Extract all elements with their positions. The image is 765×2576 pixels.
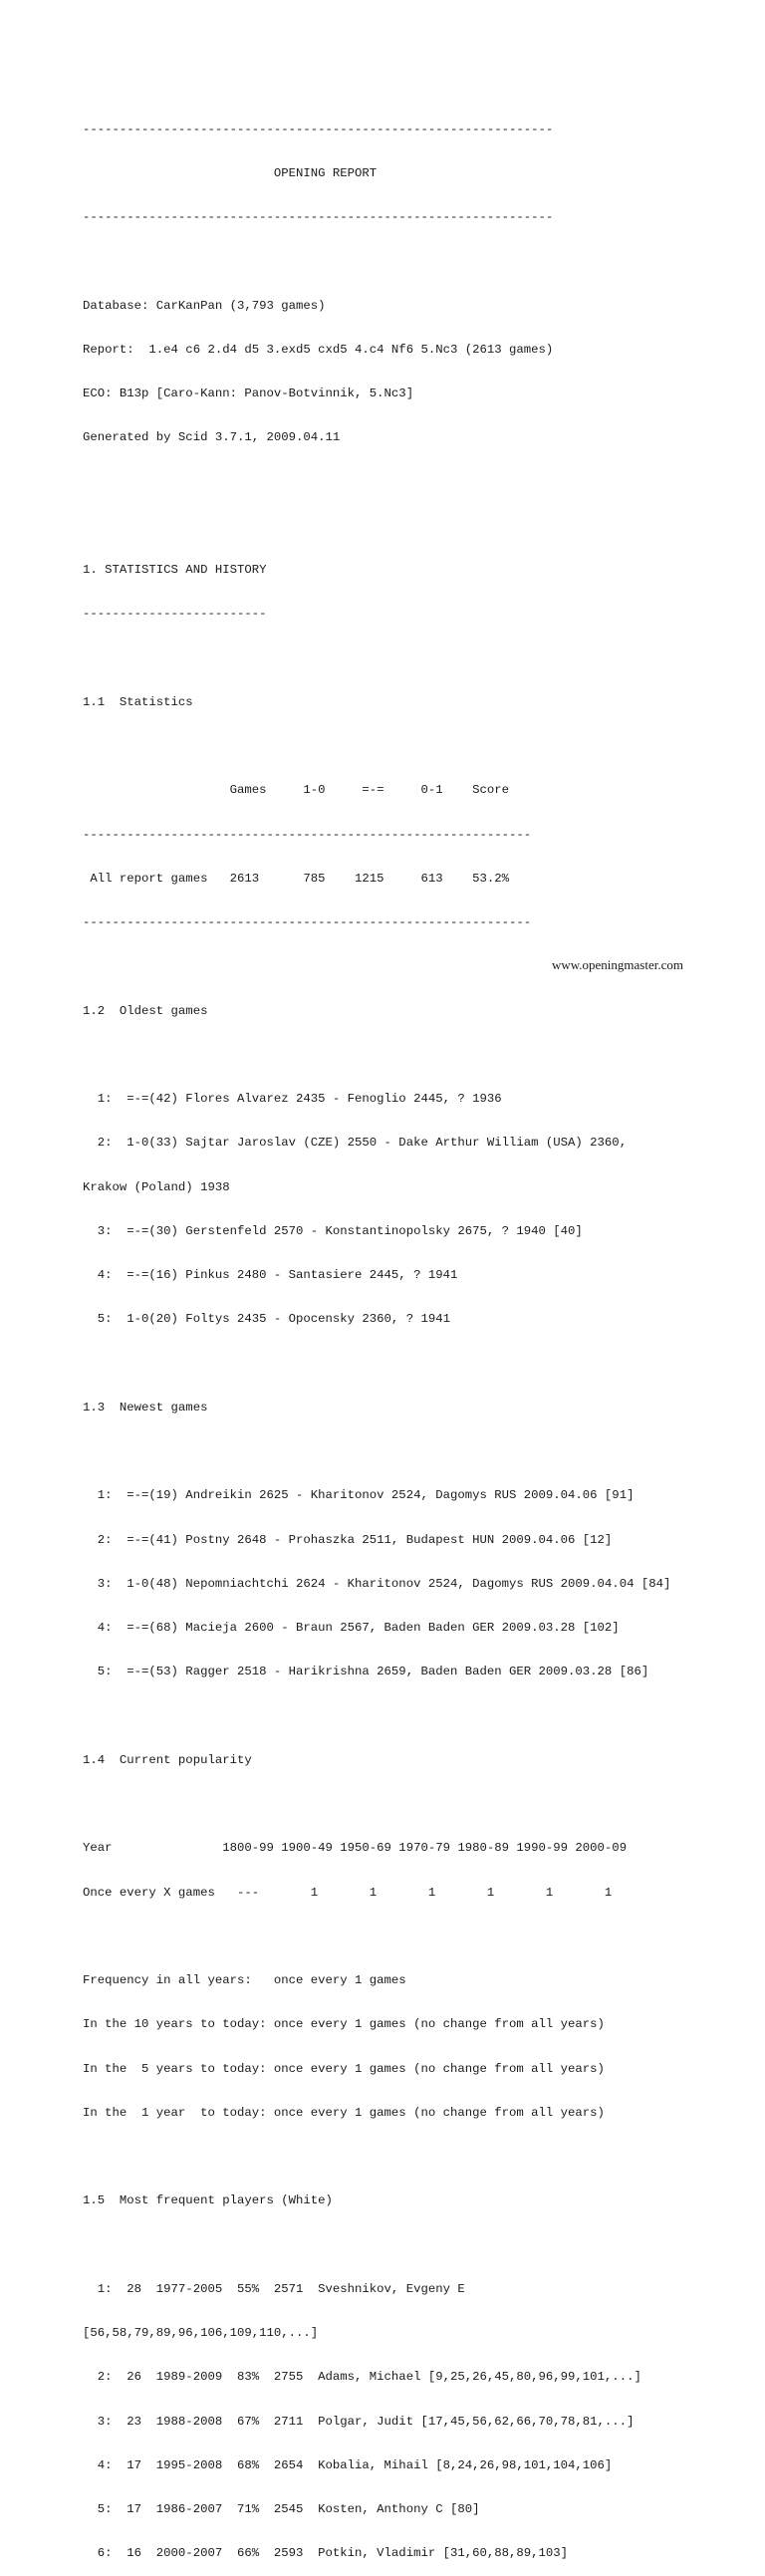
frequency-line: Frequency in all years: once every 1 games bbox=[83, 1973, 406, 1987]
game-entry: 3: 1-0(48) Nepomniachtchi 2624 - Kharitonov 2524, Dagomys RUS 2009.04.04 [84] bbox=[83, 1576, 671, 1591]
subsection-heading: 1.5 Most frequent players (White) bbox=[83, 2193, 333, 2208]
game-entry: 3: =-=(30) Gerstenfeld 2570 - Konstantinopolsky 2675, ? 1940 [40] bbox=[83, 1223, 583, 1238]
website-footer: www.openingmaster.com bbox=[551, 957, 683, 972]
rule-line: ---------------------------------------------------------------- bbox=[83, 210, 554, 224]
blank-line bbox=[83, 2150, 670, 2165]
game-entry: 4: =-=(16) Pinkus 2480 - Santasiere 2445, ? 1941 bbox=[83, 1268, 458, 1282]
blank-line bbox=[83, 739, 670, 754]
subsection-heading: 1.4 Current popularity bbox=[83, 1752, 252, 1767]
blank-line bbox=[83, 651, 670, 666]
generated-by-line: Generated by Scid 3.7.1, 2009.04.11 bbox=[83, 430, 341, 445]
blank-line bbox=[83, 1797, 670, 1812]
player-entry: 1: 28 1977-2005 55% 2571 Sveshnikov, Evgeny E bbox=[83, 2281, 465, 2296]
popularity-data-row: Once every X games --- 1 1 1 1 1 1 bbox=[83, 1885, 613, 1900]
subsection-heading: 1.2 Oldest games bbox=[83, 1003, 208, 1018]
statistics-data-row: All report games 2613 785 1215 613 53.2% bbox=[83, 871, 510, 886]
report-moves-line: Report: 1.e4 c6 2.d4 d5 3.exd5 cxd5 4.c4 Nf6 5.Nc3 (2613 games) bbox=[83, 342, 554, 357]
subsection-heading: 1.3 Newest games bbox=[83, 1400, 208, 1415]
blank-line bbox=[83, 475, 670, 490]
game-entry: 2: 1-0(33) Sajtar Jaroslav (CZE) 2550 - Dake Arthur William (USA) 2360, bbox=[83, 1136, 628, 1151]
player-entry: 4: 17 1995-2008 68% 2654 Kobalia, Mihail [8,24,26,98,101,104,106] bbox=[83, 2457, 613, 2472]
popularity-header-row: Year 1800-99 1900-49 1950-69 1970-79 1980-89 1990-99 2000-09 bbox=[83, 1841, 628, 1856]
eco-line: ECO: B13p [Caro-Kann: Panov-Botvinnik, 5.Nc3] bbox=[83, 386, 414, 400]
player-entry: 5: 17 1986-2007 71% 2545 Kosten, Anthony C [80] bbox=[83, 2502, 480, 2516]
blank-line bbox=[83, 519, 670, 534]
blank-line bbox=[83, 254, 670, 269]
player-entry: 2: 26 1989-2009 83% 2755 Adams, Michael [9,25,26,45,80,96,99,101,...] bbox=[83, 2370, 641, 2385]
game-entry: 4: =-=(68) Macieja 2600 - Braun 2567, Baden Baden GER 2009.03.28 [102] bbox=[83, 1621, 620, 1635]
database-line: Database: CarKanPan (3,793 games) bbox=[83, 298, 326, 313]
blank-line bbox=[83, 1357, 670, 1372]
blank-line bbox=[83, 1709, 670, 1724]
player-entry: 6: 16 2000-2007 66% 2593 Potkin, Vladimir [31,60,88,89,103] bbox=[83, 2546, 569, 2561]
frequency-line: In the 1 year to today: once every 1 games (no change from all years) bbox=[83, 2105, 605, 2120]
game-entry: 2: =-=(41) Postny 2648 - Prohaszka 2511, Budapest HUN 2009.04.06 [12] bbox=[83, 1532, 613, 1547]
table-rule: ------------------------------------------------------------- bbox=[83, 827, 532, 842]
report-title: OPENING REPORT bbox=[83, 165, 378, 180]
game-entry: 5: 1-0(20) Foltys 2435 - Opocensky 2360, ? 1941 bbox=[83, 1312, 450, 1327]
section-underline: ------------------------- bbox=[83, 607, 267, 622]
player-entry: 3: 23 1988-2008 67% 2711 Polgar, Judit [17,45,56,62,66,70,78,81,...] bbox=[83, 2414, 635, 2429]
blank-line bbox=[83, 2238, 670, 2253]
game-entry-continued: Krakow (Poland) 1938 bbox=[83, 1179, 230, 1194]
opening-report bbox=[83, 93, 670, 2576]
frequency-line: In the 10 years to today: once every 1 games (no change from all years) bbox=[83, 2017, 605, 2032]
blank-line bbox=[83, 1444, 670, 1459]
game-entry: 5: =-=(53) Ragger 2518 - Harikrishna 2659, Baden Baden GER 2009.03.28 [86] bbox=[83, 1665, 649, 1679]
subsection-heading: 1.1 Statistics bbox=[83, 694, 193, 709]
blank-line bbox=[83, 1048, 670, 1063]
blank-line bbox=[83, 1930, 670, 1944]
rule-line: ---------------------------------------------------------------- bbox=[83, 122, 554, 136]
table-rule: ------------------------------------------------------------- bbox=[83, 915, 532, 929]
game-entry: 1: =-=(19) Andreikin 2625 - Kharitonov 2524, Dagomys RUS 2009.04.06 [91] bbox=[83, 1488, 635, 1503]
game-entry: 1: =-=(42) Flores Alvarez 2435 - Fenoglio 2445, ? 1936 bbox=[83, 1092, 502, 1106]
player-entry-continued: [56,58,79,89,96,106,109,110,...] bbox=[83, 2326, 319, 2340]
statistics-header-row: Games 1-0 =-= 0-1 Score bbox=[83, 783, 510, 798]
frequency-line: In the 5 years to today: once every 1 games (no change from all years) bbox=[83, 2061, 605, 2076]
section-heading: 1. STATISTICS AND HISTORY bbox=[83, 563, 267, 577]
